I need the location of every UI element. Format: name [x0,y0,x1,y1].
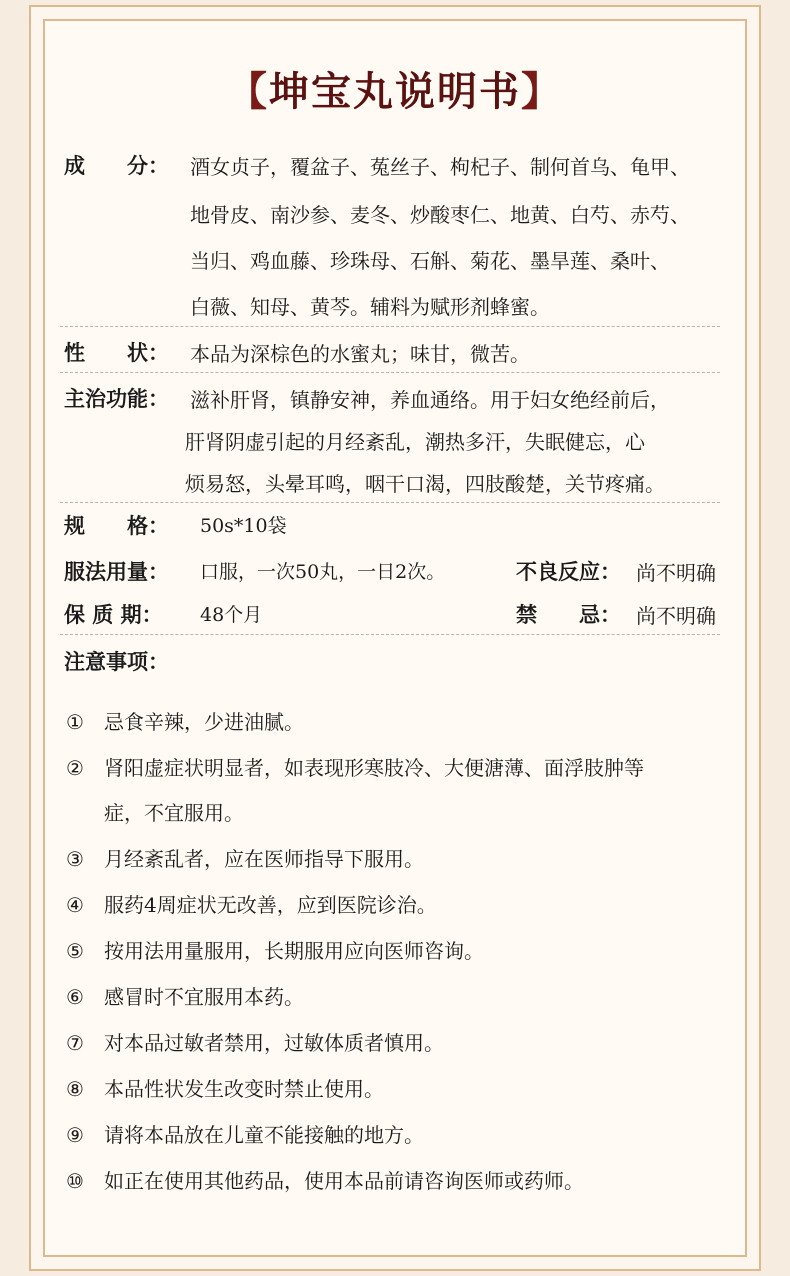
indications-line: 烦易怒，头晕耳鸣，咽干口渴，四肢酸楚，关节疼痛。 [185,472,665,496]
appearance-text: 本品为深棕色的水蜜丸；味甘，微苦。 [190,342,530,366]
precaution-number: ⑤ [66,939,84,963]
ingredients-line: 酒女贞子，覆盆子、菟丝子、枸杞子、制何首乌、龟甲、 [190,155,690,179]
precaution-number: ① [66,710,84,734]
appearance-label: 性 状： [64,340,169,365]
precaution-number: ⑧ [66,1077,84,1101]
indications-label: 主治功能： [64,386,169,411]
precaution-item [66,706,304,735]
page-title [0,60,790,117]
spec-label: 规 格： [64,513,169,538]
precautions-label: 注意事项： [64,649,169,674]
precaution-text: 对本品过敏者禁用，过敏体质者慎用。 [104,1031,444,1055]
precaution-item [66,889,437,918]
precaution-text: 月经紊乱者，应在医师指导下服用。 [104,847,424,871]
precaution-item [66,981,304,1010]
spec-text: 50s*10袋 [200,515,287,537]
precaution-item [66,1073,384,1102]
precaution-number: ⑦ [66,1031,84,1055]
precaution-item [66,1027,444,1056]
precaution-number: ⑥ [66,985,84,1009]
indications-line: 滋补肝肾，镇静安神，养血通络。用于妇女绝经前后， [190,388,670,412]
title-open-bracket: 【 [227,68,269,115]
adverse-label: 不良反应： [516,559,621,584]
precaution-text: 忌食辛辣，少进油腻。 [104,710,304,734]
precaution-text: 本品性状发生改变时禁止使用。 [104,1077,384,1101]
precaution-text: 请将本品放在儿童不能接触的地方。 [104,1123,424,1147]
ingredients-label: 成 分： [64,153,169,178]
precaution-item [66,1119,424,1148]
precaution-text: 感冒时不宜服用本药。 [104,985,304,1009]
title-text: 坤宝丸说明书 [269,68,521,115]
precaution-item [66,935,484,964]
divider [60,326,720,327]
precaution-number: ⑨ [66,1123,84,1147]
precaution-number: ③ [66,847,84,871]
precaution-item [66,843,424,872]
adverse-text: 尚不明确 [636,561,716,585]
precaution-text: 按用法用量服用，长期服用应向医师咨询。 [104,939,484,963]
precaution-number: ② [66,756,84,780]
ingredients-line: 当归、鸡血藤、珍珠母、石斛、菊花、墨旱莲、桑叶、 [190,249,670,273]
dosage-label: 服法用量： [64,559,169,584]
indications-line: 肝肾阴虚引起的月经紊乱，潮热多汗，失眠健忘，心 [185,430,645,454]
title-close-bracket: 】 [521,68,563,115]
precaution-number: ④ [66,893,84,917]
ingredients-line: 白薇、知母、黄芩。辅料为赋形剂蜂蜜。 [190,295,550,319]
precaution-item [66,752,644,781]
ingredients-line: 地骨皮、南沙参、麦冬、炒酸枣仁、地黄、白芍、赤芍、 [190,203,690,227]
precaution-item-continued [66,797,244,826]
divider [60,634,720,635]
shelf-life-text: 48个月 [200,604,263,626]
precaution-item [66,1165,584,1194]
dosage-text: 口服，一次50丸，一日2次。 [200,561,446,583]
precaution-text: 如正在使用其他药品，使用本品前请咨询医师或药师。 [104,1169,584,1193]
precaution-text: 肾阳虚症状明显者，如表现形寒肢冷、大便溏薄、面浮肢肿等 [104,756,644,780]
contraindications-text: 尚不明确 [636,604,716,628]
divider [60,502,720,503]
shelf-life-label: 保 质 期： [64,602,163,627]
precaution-text: 服药4周症状无改善，应到医院诊治。 [104,893,437,917]
precaution-number: ⑩ [66,1169,84,1193]
divider [60,372,720,373]
contraindications-label: 禁 忌： [516,602,621,627]
precaution-text: 症，不宜服用。 [104,801,244,825]
